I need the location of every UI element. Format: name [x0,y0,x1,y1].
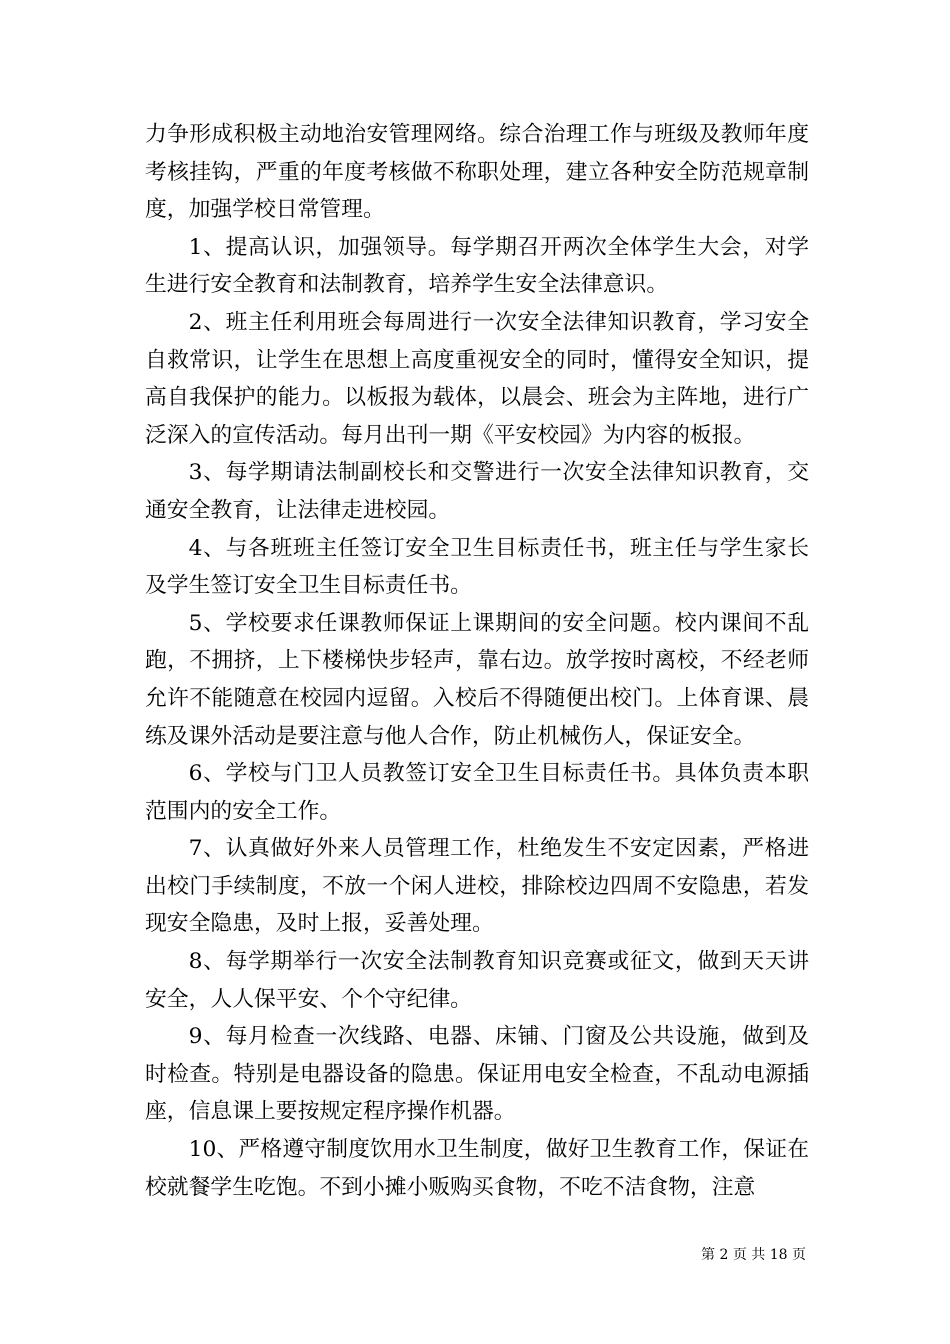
document-body [145,116,809,1206]
paragraph-item-5: 5、学校要求任课教师保证上课期间的安全问题。校内课间不乱跑，不拥挤，上下楼梯快步轻声，靠右边。放学按时离校，不经老师允许不能随意在校园内逗留。入校后不得随便出校门。上体育课、晨练及课外活动是要注意与他人合作，防止机械伤人，保证安全。 [145,610,809,749]
paragraph-item-6: 6、学校与门卫人员教签订安全卫生目标责任书。具体负责本职范围内的安全工作。 [145,761,809,824]
paragraph-item-4: 4、与各班班主任签订安全卫生目标责任书，班主任与学生家长及学生签订安全卫生目标责任书。 [145,535,809,599]
paragraph-item-2: 2、班主任利用班会每周进行一次安全法律知识教育，学习安全自救常识，让学生在思想上高度重视安全的同时，懂得安全知识，提高自我保护的能力。以板报为载体，以晨会、班会为主阵地，进行广泛深入的宣传活动。每月出刊一期《平安校园》为内容的板报。 [145,309,809,448]
paragraph-item-9: 9、每月检查一次线路、电器、床铺、门窗及公共设施，做到及时检查。特别是电器设备的隐患。保证用电安全检查，不乱动电源插座，信息课上要按规定程序操作机器。 [145,1024,809,1125]
paragraph-item-10: 10、严格遵守制度饮用水卫生制度，做好卫生教育工作，保证在校就餐学生吃饱。不到小摊小贩购买食物，不吃不洁食物，注意 [145,1137,809,1200]
page-footer: 第 2 页 共 18 页 [701,1247,806,1263]
paragraph-item-7: 7、认真做好外来人员管理工作，杜绝发生不安定因素，严格进出校门手续制度，不放一个闲人进校，排除校边四周不安隐患，若发现安全隐患，及时上报，妥善处理。 [145,836,809,937]
paragraph-item-3: 3、每学期请法制副校长和交警进行一次安全法律知识教育，交通安全教育，让法律走进校园。 [145,460,809,523]
paragraph-intro: 力争形成积极主动地治安管理网络。综合治理工作与班级及教师年度考核挂钩，严重的年度考核做不称职处理，建立各种安全防范规章制度，加强学校日常管理。 [145,122,809,223]
paragraph-item-8: 8、每学期举行一次安全法制教育知识竞赛或征文，做到天天讲安全，人人保平安、个个守纪律。 [145,949,809,1012]
paragraph-item-1: 1、提高认识，加强领导。每学期召开两次全体学生大会，对学生进行安全教育和法制教育，培养学生安全法律意识。 [145,234,809,298]
